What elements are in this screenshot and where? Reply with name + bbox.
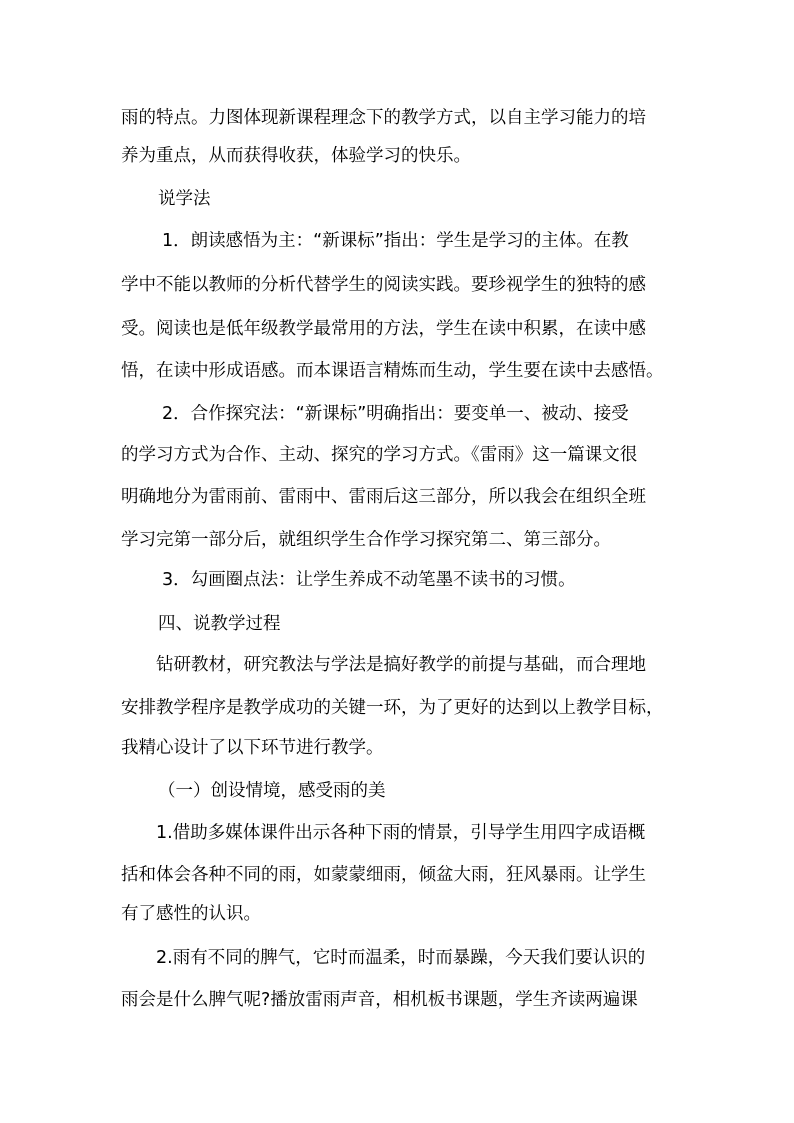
text-line: 1．朗读感悟为主：“新课标”指出：学生是学习的主体。在教 — [162, 231, 629, 251]
section-heading: （一）创设情境，感受雨的美 — [158, 781, 386, 801]
text-line: 钻研教材，研究教法与学法是搞好教学的前提与基础，而合理地 — [156, 655, 646, 675]
text-line: 学中不能以教师的分析代替学生的阅读实践。要珍视学生的独特的感 — [121, 275, 646, 295]
text-line: 明确地分为雷雨前、雷雨中、雷雨后这三部分，所以我会在组织全班 — [121, 487, 646, 507]
text-line: 雨会是什么脾气呢?播放雷雨声音，相机板书课题，学生齐读两遍课 — [121, 990, 638, 1010]
text-line: 1.借助多媒体课件出示各种下雨的情景，引导学生用四字成语概 — [156, 823, 646, 843]
section-heading: 四、说教学过程 — [158, 614, 281, 634]
text-line: 2.雨有不同的脾气，它时而温柔，时而暴躁，今天我们要认识的 — [156, 948, 646, 968]
text-line: 安排教学程序是教学成功的关键一环，为了更好的达到以上教学目标， — [121, 698, 664, 718]
text-line: 受。阅读也是低年级教学最常用的方法，学生在读中积累，在读中感 — [121, 319, 646, 339]
text-line: 悟，在读中形成语感。而本课语言精炼而生动，学生要在读中去感悟。 — [121, 361, 664, 381]
text-line: 我精心设计了以下环节进行教学。 — [121, 738, 384, 758]
text-line: 有了感性的认识。 — [121, 904, 261, 924]
text-line: 2．合作探究法：“新课标”明确指出：要变单一、被动、接受 — [162, 404, 629, 424]
text-line: 括和体会各种不同的雨，如蒙蒙细雨，倾盆大雨，狂风暴雨。让学生 — [121, 865, 646, 885]
text-line: 雨的特点。力图体现新课程理念下的教学方式，以自主学习能力的培 — [121, 108, 646, 128]
text-line: 的学习方式为合作、主动、探究的学习方式。《雷雨》这一篇课文很 — [121, 445, 638, 465]
text-line: 养为重点，从而获得收获，体验学习的快乐。 — [121, 146, 471, 166]
section-heading: 说学法 — [158, 189, 211, 209]
text-line: 3．勾画圈点法：让学生养成不动笔墨不读书的习惯。 — [162, 570, 576, 590]
text-line: 学习完第一部分后，就组织学生合作学习探究第二、第三部分。 — [121, 530, 611, 550]
